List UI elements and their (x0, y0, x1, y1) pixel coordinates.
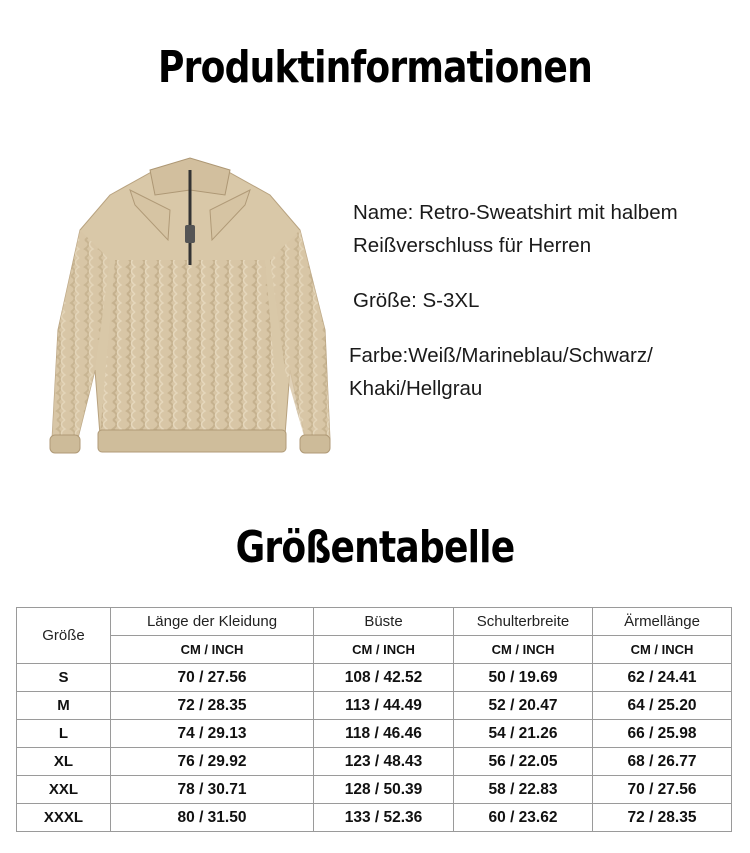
table-row (17, 804, 732, 832)
value-cell: 72 / 28.35 (593, 804, 732, 832)
size-header: Größe (17, 608, 111, 664)
value-cell: 50 / 19.69 (454, 664, 593, 692)
column-header: Schulterbreite (454, 608, 593, 636)
column-header: Länge der Kleidung (111, 608, 314, 636)
unit-label: CM / INCH (314, 636, 454, 664)
size-cell: M (17, 692, 111, 720)
unit-label: CM / INCH (111, 636, 314, 664)
size-table (16, 607, 732, 832)
value-cell: 78 / 30.71 (111, 776, 314, 804)
value-cell: 72 / 28.35 (111, 692, 314, 720)
product-name-line1: Name: Retro-Sweatshirt mit halbem (353, 201, 678, 224)
value-cell: 74 / 29.13 (111, 720, 314, 748)
column-header: Ärmellänge (593, 608, 732, 636)
value-cell: 52 / 20.47 (454, 692, 593, 720)
product-size: Größe: S-3XL (353, 289, 480, 312)
unit-label: CM / INCH (593, 636, 732, 664)
value-cell: 60 / 23.62 (454, 804, 593, 832)
value-cell: 66 / 25.98 (593, 720, 732, 748)
product-info (349, 196, 744, 405)
table-row (17, 692, 732, 720)
column-header: Büste (314, 608, 454, 636)
value-cell: 64 / 25.20 (593, 692, 732, 720)
value-cell: 80 / 31.50 (111, 804, 314, 832)
unit-row (17, 636, 732, 664)
value-cell: 58 / 22.83 (454, 776, 593, 804)
table-row (17, 776, 732, 804)
product-info-title: Produktinformationen (158, 42, 592, 93)
product-name-line2: Reißverschluss für Herren (353, 234, 592, 257)
value-cell: 128 / 50.39 (314, 776, 454, 804)
value-cell: 76 / 29.92 (111, 748, 314, 776)
value-cell: 56 / 22.05 (454, 748, 593, 776)
value-cell: 113 / 44.49 (314, 692, 454, 720)
size-cell: XXXL (17, 804, 111, 832)
value-cell: 68 / 26.77 (593, 748, 732, 776)
size-cell: XL (17, 748, 111, 776)
size-cell: L (17, 720, 111, 748)
value-cell: 62 / 24.41 (593, 664, 732, 692)
product-colors-line1: Farbe:Weiß/Marineblau/Schwarz/ (349, 344, 653, 367)
size-cell: S (17, 664, 111, 692)
value-cell: 108 / 42.52 (314, 664, 454, 692)
table-row (17, 664, 732, 692)
value-cell: 70 / 27.56 (593, 776, 732, 804)
value-cell: 123 / 48.43 (314, 748, 454, 776)
value-cell: 70 / 27.56 (111, 664, 314, 692)
table-row (17, 720, 732, 748)
unit-label: CM / INCH (454, 636, 593, 664)
sweatshirt-image (40, 150, 340, 480)
table-header-row (17, 608, 732, 636)
value-cell: 133 / 52.36 (314, 804, 454, 832)
value-cell: 54 / 21.26 (454, 720, 593, 748)
size-chart-title: Größentabelle (235, 522, 515, 573)
product-name (349, 196, 744, 262)
size-cell: XXL (17, 776, 111, 804)
product-colors-line2: Khaki/Hellgrau (349, 377, 483, 400)
value-cell: 118 / 46.46 (314, 720, 454, 748)
table-row (17, 748, 732, 776)
product-colors (349, 339, 744, 405)
